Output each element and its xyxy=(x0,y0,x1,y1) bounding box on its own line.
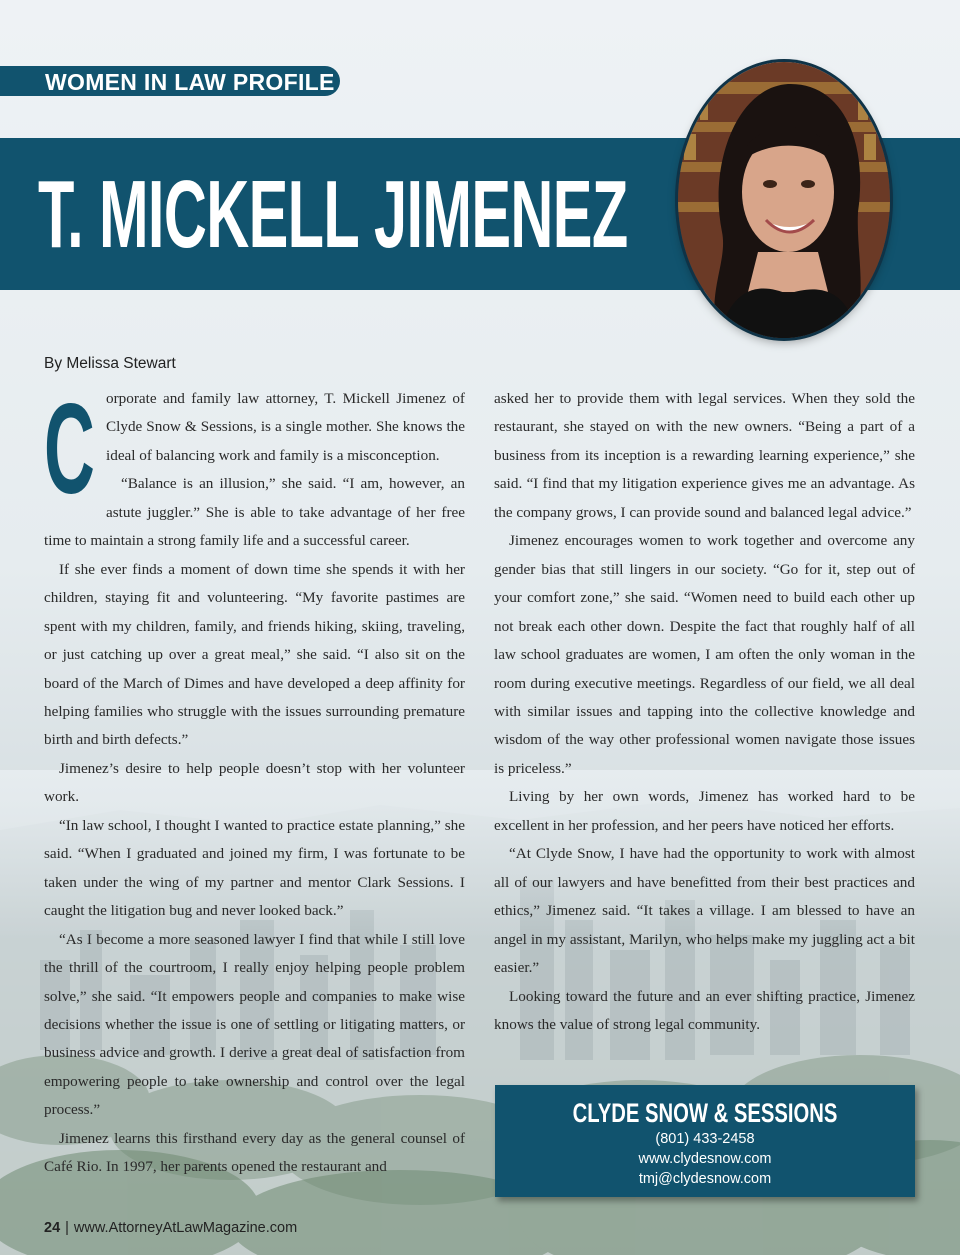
section-label xyxy=(0,66,340,96)
article-paragraph: C orporate and family law attorney, T. Mickell Jimenez of Clyde Snow & Sessions, is a single mother. She knows the ideal of balancing work and family is a misconception. xyxy=(44,378,465,521)
article-paragraph: “In law school, I thought I wanted to practice estate planning,” she said. “When I graduated and joined my firm, I was fortunate to be taken under the wing of my partner and mentor Clark Sessions. I caught the litigation bug and never looked back.” xyxy=(44,816,465,920)
article-paragraph: Jimenez encourages women to work together and overcome any gender bias that still lingers in our society. “Go for it, step out of your comfort zone,” she said. “Women need to build each other up not break each other down. Despite the fact that roughly half of all law school graduates are women, I am often the only woman in the room during executive meetings. Regardless of our field, we all deal with similar issues and tapping into the collective knowledge and wisdom of the way other professional women navigate those issues is priceless.” xyxy=(494,532,915,777)
article-column-right xyxy=(494,385,915,1039)
article-paragraph: “As I become a more seasoned lawyer I find that while I still love the thrill of the courtroom, I really enjoy helping people problem solve,” she said. “It empowers people and companies to make wise decisions whether the issue is one of settling or litigating matters, or business advice and growth. I derive a great deal of satisfaction from empowering people to take ownership and control over the legal process.” xyxy=(44,930,465,1119)
page-title: T. MICKELL JIMENEZ xyxy=(38,161,628,268)
article-paragraph: asked her to provide them with legal services. When they sold the restaurant, she stayed on with the new owners. “Being a part of a business from its inception is a rewarding learning experience,” she said. “I find that my litigation experience gives me an advantage. As the company grows, I can provide sound and balanced legal advice.” xyxy=(494,390,915,521)
article-paragraph: Looking toward the future and an ever shifting practice, Jimenez knows the value of strong legal community. xyxy=(494,987,915,1033)
byline: By Melissa Stewart xyxy=(44,355,176,372)
footer-separator: | xyxy=(65,1220,69,1236)
contact-website[interactable]: www.clydesnow.com xyxy=(638,1151,772,1167)
section-label-text: WOMEN IN LAW PROFILE xyxy=(45,69,335,95)
article-paragraph: “Balance is an illusion,” she said. “I am, however, an astute juggler.” She is able to take advantage of her free time to maintain a strong family life and a successful career. xyxy=(44,475,465,550)
contact-box xyxy=(495,1085,915,1197)
page-number: 24 xyxy=(44,1220,61,1236)
page-footer xyxy=(44,1220,297,1236)
contact-phone: (801) 433-2458 xyxy=(655,1131,755,1147)
article-column-left xyxy=(44,378,465,1182)
footer-site-link[interactable]: www.AttorneyAtLawMagazine.com xyxy=(73,1220,298,1236)
contact-email[interactable]: tmj@clydesnow.com xyxy=(638,1171,772,1187)
firm-name: CLYDE SNOW & SESSIONS xyxy=(572,1098,838,1128)
article-paragraph: Jimenez’s desire to help people doesn’t stop with her volunteer work. xyxy=(44,759,465,806)
drop-cap: C xyxy=(44,378,95,521)
portrait-illustration xyxy=(678,62,890,338)
portrait-photo xyxy=(678,62,890,338)
article-paragraph: “At Clyde Snow, I have had the opportunity to work with almost all of our lawyers and have benefitted from their best practices and ethics,” Jimenez said. “It takes a village. I am blessed to have an angel in my assistant, Marilyn, who helps make my juggling act a bit easier.” xyxy=(494,845,915,977)
article-paragraph: Living by her own words, Jimenez has worked hard to be excellent in her profession, and her peers have noticed her efforts. xyxy=(494,788,915,834)
article-paragraph: Jimenez learns this firsthand every day as the general counsel of Café Rio. In 1997, her parents opened the restaurant and xyxy=(44,1129,465,1176)
article-paragraph: If she ever finds a moment of down time she spends it with her children, staying fit and volunteering. “My favorite pastimes are spent with my children, family, and friends hiking, skiing, traveling, or just catching up over a great meal,” she said. “I also sit on the board of the March of Dimes and have developed a deep affinity for helping families who struggle with the issues surrounding premature birth and birth defects.” xyxy=(44,560,465,749)
